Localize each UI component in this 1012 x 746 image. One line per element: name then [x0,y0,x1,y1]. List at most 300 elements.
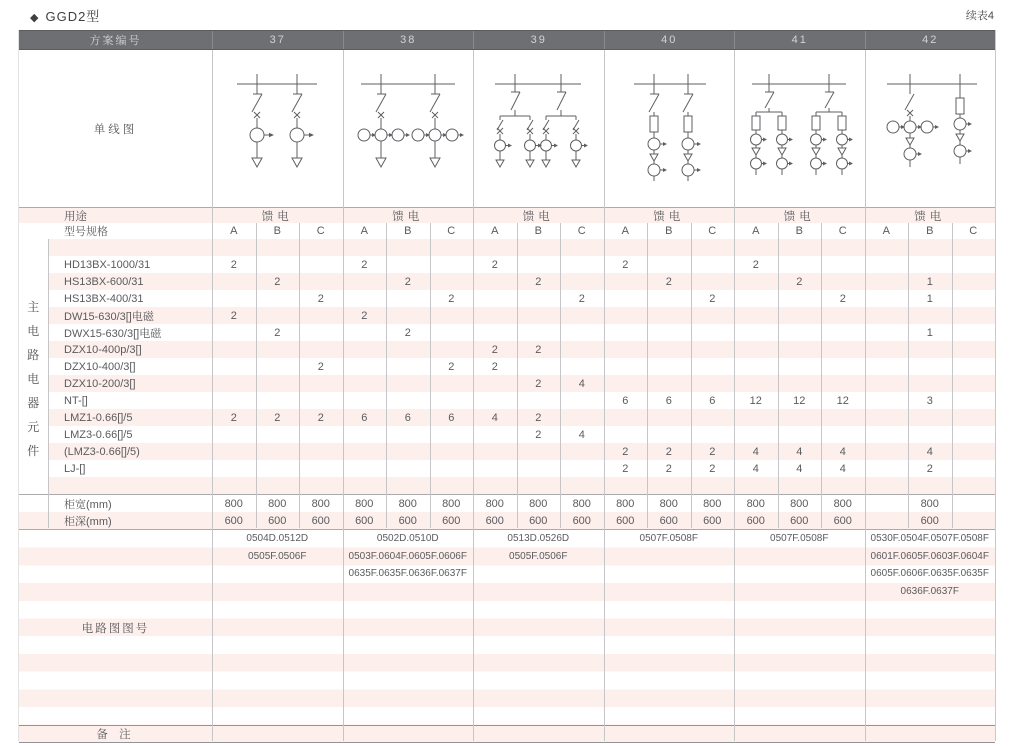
component-value-cell [212,358,256,375]
component-value-cell: 2 [404,326,411,339]
component-model [48,239,213,256]
component-value-cell [343,358,387,375]
component-value-cell [430,307,474,324]
component-value-cell [691,426,735,443]
component-value-cell: 4 [926,445,933,458]
component-value-cell [865,409,909,426]
component-value-cell [821,426,865,443]
component-value-cell [343,460,387,477]
component-value-cell [299,477,343,494]
component-value-cell [473,290,517,307]
component-value-cell [473,460,517,477]
grid-line [473,50,474,741]
component-row [48,392,996,409]
component-value-cell [212,273,256,290]
circuit-codes-scheme-38 [343,530,474,725]
header-scheme-numbers [212,31,995,49]
component-value-cell [821,324,865,341]
cabinet-width-cell: 800 [659,497,678,510]
component-value-cell: 2 [709,462,716,475]
component-value-cell [430,239,474,256]
component-value-cell [778,341,822,358]
circuit-codes-scheme-42 [865,530,996,725]
cabinet-width-cell: 800 [790,497,809,510]
cabinet-width-label: 柜宽(mm) [64,498,112,511]
component-value-cell: 2 [361,258,368,271]
component-value-cell [865,358,909,375]
component-value-cell [473,477,517,494]
component-value-cell: 2 [622,462,629,475]
component-value-cell [430,273,474,290]
component-value-cell [952,358,996,375]
component-model: DZX10-400p/3[] [64,343,142,356]
component-value-cell [343,290,387,307]
component-value-cell [778,375,822,392]
side-label-char: 件 [27,444,40,458]
component-row [48,324,996,341]
header-scheme-39: 39 [473,31,604,49]
component-value-cell [343,341,387,358]
component-value-cell [734,290,778,307]
component-value-cell [604,273,648,290]
page-title-text: GGD2型 [45,8,101,24]
component-value-cell: 2 [317,411,324,424]
component-value-cell [734,358,778,375]
cabinet-depth-label: 柜深(mm) [64,515,112,528]
component-value-cell [647,290,691,307]
grid-line [952,223,953,528]
component-value-cell [908,426,952,443]
usage-scheme-40: 馈电 [653,210,685,223]
component-value-cell [473,324,517,341]
component-value-cell: 4 [752,445,759,458]
component-value-cell [734,239,778,256]
subheader-39-C: C [577,225,586,237]
component-model: DZX10-200/3[] [64,377,136,390]
component-model [48,477,213,494]
grid-line [386,223,387,528]
header-scheme-42: 42 [865,31,996,49]
title-bar [30,5,994,25]
single-line-diagram-39 [473,50,604,207]
component-value-cell [386,426,430,443]
component-value-cell [778,409,822,426]
cabinet-width-row [19,495,995,512]
component-value-cell [865,426,909,443]
component-value-cell [560,307,604,324]
component-value-cell [821,273,865,290]
component-value-cell [908,341,952,358]
component-value-cell [299,426,343,443]
component-value-cell: 4 [796,445,803,458]
component-value-cell [560,392,604,409]
component-value-cell: 12 [836,394,849,407]
component-value-cell [691,256,735,273]
component-value-cell [430,392,474,409]
circuit-code-line: 0530F.0504F.0507F.0508F [870,533,989,544]
component-value-cell [386,307,430,324]
subheader-42-A: A [882,225,890,237]
remark-cell-40 [604,726,735,742]
subheader-37-C: C [316,225,325,237]
component-value-cell [952,256,996,273]
component-value-cell: 2 [491,258,498,271]
cabinet-depth-cell: 600 [920,514,939,527]
component-value-cell [560,341,604,358]
component-value-cell [517,460,561,477]
usage-row [19,207,995,223]
component-value-cell: 4 [839,445,846,458]
circuit-code-line: 0513D.0526D [507,533,570,544]
cabinet-depth-cell: 600 [398,514,417,527]
component-value-cell: 2 [491,343,498,356]
cabinet-depth-cell: 600 [572,514,591,527]
component-value-cell [343,477,387,494]
component-value-cell [821,341,865,358]
component-value-cell: 2 [796,275,803,288]
component-value-cell [473,426,517,443]
component-value-cell [647,324,691,341]
component-value-cell: 2 [665,445,672,458]
component-value-cell: 2 [535,377,542,390]
component-value-cell [430,375,474,392]
component-model: DW15-630/3[]电磁 [64,310,154,323]
component-value-cell [256,392,300,409]
component-value-cell [430,341,474,358]
component-value-cell [908,358,952,375]
component-value-cell [647,256,691,273]
circuit-code-line: 0635F.0635F.0636F.0637F [348,568,467,580]
component-value-cell [647,477,691,494]
single-line-diagram-40 [604,50,735,207]
component-value-cell [691,324,735,341]
component-value-cell [299,375,343,392]
grid-line [778,223,779,528]
component-value-cell [299,239,343,256]
component-row [48,273,996,290]
component-value-cell [865,460,909,477]
component-value-cell: 2 [622,258,629,271]
component-value-cell [430,460,474,477]
component-value-cell [212,392,256,409]
component-value-cell: 2 [535,343,542,356]
cabinet-depth-cell: 600 [746,514,765,527]
component-value-cell: 4 [796,462,803,475]
component-model: NT-[] [64,394,88,407]
remark-row [19,725,995,743]
grid-line [734,50,735,741]
component-value-cell: 4 [752,462,759,475]
component-model: LMZ3-0.66[]/5 [64,428,133,441]
component-value-cell: 6 [665,394,672,407]
cabinet-depth-cell: 600 [703,514,722,527]
component-value-cell: 4 [839,462,846,475]
component-value-cell [256,290,300,307]
component-value-cell [212,341,256,358]
component-model: HS13BX-600/31 [64,275,144,288]
component-value-cell [256,375,300,392]
component-value-cell [734,409,778,426]
component-value-cell [604,426,648,443]
remark-cell-42 [865,726,996,742]
component-row [48,460,996,477]
single-line-diagram-37 [212,50,343,207]
cabinet-depth-cell [865,512,909,529]
grid-line [560,223,561,528]
circuit-code-line: 0503F.0604F.0605F.0606F [348,550,467,562]
component-value-cell [604,290,648,307]
single-line-diagram-41 [734,50,865,207]
circuit-code-line: 0502D.0510D [376,533,439,544]
component-value-cell [560,256,604,273]
cabinet-depth-cell: 600 [355,514,374,527]
component-value-cell [212,290,256,307]
component-value-cell [865,341,909,358]
component-value-cell [647,426,691,443]
component-value-cell: 2 [752,258,759,271]
component-value-cell [604,341,648,358]
component-value-cell [952,426,996,443]
single-line-diagram-38 [343,50,474,207]
component-value-cell [560,409,604,426]
component-value-cell [865,477,909,494]
component-value-cell [604,409,648,426]
grid-line [865,50,866,741]
component-value-cell [647,307,691,324]
component-value-cell [821,375,865,392]
subheader-40-A: A [621,225,629,237]
component-value-cell [604,358,648,375]
grid-line [48,239,49,528]
component-value-cell [821,256,865,273]
component-value-cell [604,239,648,256]
circuit-code-line: 0505F.0506F [509,550,568,562]
component-value-cell [821,477,865,494]
component-value-cell: 2 [665,462,672,475]
component-value-cell [865,307,909,324]
header-scheme-number-label: 方案编号 [89,35,142,47]
circuit-codes-section [19,529,995,725]
component-value-cell [386,341,430,358]
component-value-cell [256,256,300,273]
component-value-cell: 2 [926,462,933,475]
component-value-cell: 2 [274,326,281,339]
component-value-cell: 2 [361,309,368,322]
dimensions-section [19,494,995,529]
component-model: (LMZ3-0.66[]/5) [64,445,140,458]
component-row [48,256,996,273]
component-value-cell [647,239,691,256]
component-value-cell [256,460,300,477]
component-value-cell [865,256,909,273]
component-row [48,341,996,358]
grid-line [343,50,344,741]
page-title [30,6,100,25]
grid-line [604,50,605,741]
component-value-cell [865,443,909,460]
component-value-cell [778,256,822,273]
component-value-cell [430,256,474,273]
component-rows [48,239,996,494]
component-value-cell [908,239,952,256]
cabinet-width-cell: 800 [224,497,243,510]
component-value-cell: 2 [230,258,237,271]
cabinet-width-cell: 800 [833,497,852,510]
component-value-cell [604,477,648,494]
circuit-code-line: 0636F.0637F [900,586,959,598]
component-value-cell [343,392,387,409]
cabinet-depth-cell: 600 [529,514,548,527]
cabinet-depth-cell: 600 [790,514,809,527]
component-row [48,409,996,426]
component-value-cell [952,409,996,426]
component-value-cell [952,460,996,477]
component-value-cell [647,375,691,392]
component-value-cell [952,290,996,307]
component-value-cell [952,341,996,358]
circuit-code-line: 0507F.0508F [770,533,829,544]
component-value-cell [212,324,256,341]
spec-table [18,30,996,741]
component-value-cell [256,443,300,460]
grid-line [647,223,648,528]
component-value-cell [343,239,387,256]
subheader-37-A: A [230,225,238,237]
component-value-cell: 2 [491,360,498,373]
cabinet-depth-cell: 600 [442,514,461,527]
component-value-cell [865,290,909,307]
component-value-cell: 2 [709,445,716,458]
component-value-cell: 2 [535,411,542,424]
component-value-cell [734,307,778,324]
usage-scheme-37: 馈电 [261,210,293,223]
component-value-cell [908,307,952,324]
component-value-cell [691,341,735,358]
grid-line [691,223,692,528]
component-value-cell [778,307,822,324]
remark-cell-38 [343,726,474,742]
subheader-41-A: A [752,225,760,237]
cabinet-width-cell: 800 [485,497,504,510]
component-value-cell [778,358,822,375]
component-value-cell [473,239,517,256]
usage-scheme-39: 馈电 [522,210,554,223]
circuit-codes-scheme-39 [473,530,604,725]
component-value-cell: 4 [491,411,498,424]
component-value-cell [517,290,561,307]
component-value-cell [952,443,996,460]
component-value-cell [560,358,604,375]
component-value-cell [386,443,430,460]
component-value-cell: 6 [709,394,716,407]
cabinet-width-cell: 800 [572,497,591,510]
subheader-37-B: B [273,225,281,237]
component-value-cell: 3 [926,394,933,407]
component-value-cell [908,375,952,392]
component-value-cell [473,307,517,324]
component-value-cell [256,239,300,256]
cabinet-depth-cell: 600 [833,514,852,527]
subheader-41-B: B [795,225,803,237]
component-value-cell [430,443,474,460]
component-value-cell [386,392,430,409]
component-value-cell [778,477,822,494]
component-value-cell [299,341,343,358]
component-value-cell [256,307,300,324]
component-value-cell [256,358,300,375]
component-value-cell [517,358,561,375]
component-value-cell [560,443,604,460]
component-value-cell [256,477,300,494]
remark-label: 备 注 [96,729,135,741]
circuit-code-line: 0605F.0606F.0635F.0635F [870,568,989,580]
component-value-cell: 4 [578,428,585,441]
remark-cell-41 [734,726,865,742]
spec-row [19,223,995,239]
circuit-codes-label: 电路图图号 [81,622,150,635]
component-value-cell [386,239,430,256]
component-value-cell [517,324,561,341]
component-value-cell [952,324,996,341]
side-label-char: 元 [27,420,40,434]
component-value-cell [908,409,952,426]
component-value-cell [212,375,256,392]
header-scheme-41: 41 [734,31,865,49]
header-scheme-40: 40 [604,31,735,49]
component-value-cell [734,273,778,290]
cabinet-width-cell [865,495,909,512]
component-value-cell [212,460,256,477]
component-value-cell [386,477,430,494]
component-value-cell [691,375,735,392]
component-value-cell [560,460,604,477]
component-value-cell: 12 [793,394,806,407]
component-value-cell [734,324,778,341]
component-spacer-row [48,477,996,494]
remark-cell-37 [212,726,343,742]
circuit-code-line: 0505F.0506F [248,550,307,562]
component-value-cell: 2 [448,292,455,305]
cabinet-depth-cell: 600 [616,514,635,527]
component-value-cell [212,426,256,443]
side-vertical-label [19,239,48,494]
component-value-cell: 1 [926,292,933,305]
component-value-cell: 6 [622,394,629,407]
component-value-cell: 6 [404,411,411,424]
component-value-cell [517,307,561,324]
usage-row-label: 用途 [64,210,87,223]
component-value-cell [691,273,735,290]
side-label-char: 主 [27,300,40,314]
component-value-cell [386,290,430,307]
component-value-cell: 2 [274,275,281,288]
usage-scheme-41: 馈电 [783,210,815,223]
cabinet-width-cell: 800 [268,497,287,510]
component-value-cell [212,477,256,494]
component-row [48,375,996,392]
subheader-39-B: B [534,225,542,237]
component-value-cell [691,477,735,494]
circuit-code-line: 0507F.0508F [639,533,698,544]
component-value-cell [821,307,865,324]
usage-scheme-42: 馈电 [914,210,946,223]
component-value-cell [952,307,996,324]
component-value-cell [865,273,909,290]
component-value-cell: 6 [448,411,455,424]
component-value-cell [691,239,735,256]
component-value-cell [473,273,517,290]
side-label-char: 器 [27,396,40,410]
